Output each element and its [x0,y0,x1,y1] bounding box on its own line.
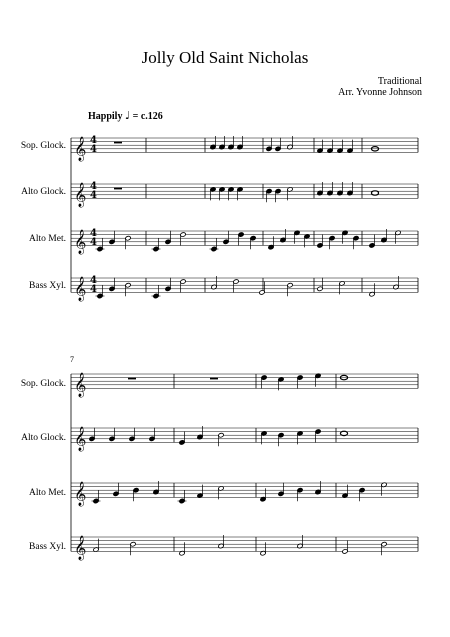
time-signatures [90,135,97,295]
instrument-label-alto-glock: Alto Glock. [21,433,66,443]
instrument-label-bass-xyl: Bass Xyl. [29,542,66,552]
whole-note [340,431,347,435]
time-signature-numerator: 4 [90,228,97,239]
whole-rest [210,378,218,380]
time-signature-numerator: 4 [90,275,97,286]
treble-clef-icon: 𝄞 [74,182,87,207]
composer-credit: Traditional [377,76,422,87]
measure-number: 7 [70,355,74,364]
time-signature-denominator: 4 [90,237,97,248]
instrument-label-alto-met: Alto Met. [29,488,66,498]
tempo-text: Happily [88,111,123,122]
score-title: Jolly Old Saint Nicholas [141,48,309,67]
tempo-value: = c.126 [132,111,163,122]
instrument-label-bass-xyl: Bass Xyl. [29,281,66,291]
treble-clef-icon: 𝄞 [74,276,87,301]
whole-rest [114,188,122,190]
instrument-label-alto-glock: Alto Glock. [21,187,66,197]
treble-clef-icon: 𝄞 [74,481,87,506]
instrument-label-sop-glock: Sop. Glock. [20,379,66,389]
quarter-note-icon: ♩ [124,109,131,122]
whole-rest [128,378,136,380]
instrument-label-alto-met: Alto Met. [29,234,66,244]
time-signature-numerator: 4 [90,181,97,192]
whole-note [371,191,378,195]
treble-clef-icon: 𝄞 [74,426,87,451]
time-signature-denominator: 4 [90,190,97,201]
treble-clef-icon: 𝄞 [74,136,87,161]
time-signature-denominator: 4 [90,284,97,295]
whole-rest [114,142,122,144]
instrument-label-sop-glock: Sop. Glock. [20,141,66,151]
treble-clef-icon: 𝄞 [74,535,87,560]
treble-clef-icon: 𝄞 [74,229,87,254]
time-signature-numerator: 4 [90,135,97,146]
time-signature-denominator: 4 [90,144,97,155]
treble-clef-icon: 𝄞 [74,372,87,397]
arranger-credit: Arr. Yvonne Johnson [338,87,422,98]
notes [89,136,401,556]
staves [71,136,418,560]
